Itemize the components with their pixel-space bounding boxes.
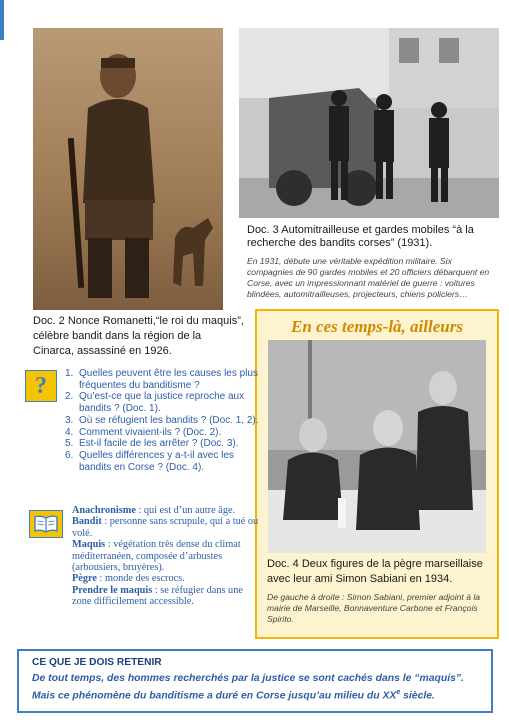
question-text: Quelles peuvent être les causes les plus fréquentes du banditisme ? <box>79 368 258 391</box>
lexique-term: Anachronisme <box>72 505 136 516</box>
question-item <box>65 427 260 439</box>
question-number: 2. <box>65 391 74 403</box>
retenir-text-main: De tout temps, des hommes recherchés par la justice se sont cachés dans le “maquis”. Mais ce phénomène du banditisme a duré en Corse jusqu’au milieu du XX <box>32 673 464 702</box>
retenir-text <box>32 672 484 703</box>
question-icon <box>25 370 57 402</box>
lexique-entry <box>72 539 262 573</box>
page-edge-bar <box>0 0 4 40</box>
question-number: 1. <box>65 368 74 379</box>
retenir-text-sup: e <box>396 689 401 696</box>
doc4-caption: Doc. 4 Deux figures de la pègre marseillaise avec leur ami Simon Sabiani en 1934. <box>267 558 483 585</box>
doc3-caption: Doc. 3 Automitrailleuse et gardes mobiles “à la recherche des bandits corses” (1931). <box>247 224 474 249</box>
retenir-text-end: siècle. <box>400 690 435 702</box>
lexique-definition: : monde des escrocs. <box>96 573 185 585</box>
question-text: Où se réfugient les bandits ? (Doc. 1, 2). <box>79 414 259 426</box>
retenir-box <box>17 649 493 713</box>
lexique-definition: : qui est d’un autre âge. <box>135 505 236 516</box>
lexique-entry <box>72 516 262 539</box>
book-icon <box>29 510 63 538</box>
lexique-term: Bandit <box>72 516 102 528</box>
question-item <box>65 450 260 473</box>
ailleurs-title: En ces temps-là, ailleurs <box>291 317 463 336</box>
question-number: 3. <box>65 414 74 426</box>
lexique <box>72 505 262 608</box>
question-number: 6. <box>65 449 74 461</box>
question-text: Qu’est-ce que la justice reproche aux bandits ? (Doc. 1). <box>79 391 245 415</box>
lexique-term: Pègre <box>72 573 97 585</box>
retenir-heading: CE QUE JE DOIS RETENIR <box>32 657 162 668</box>
question-item <box>65 391 260 414</box>
question-text: Comment vivaient-ils ? (Doc. 2). <box>79 426 222 438</box>
question-mark-glyph: ? <box>35 373 47 399</box>
doc2-photo <box>33 28 223 310</box>
lexique-definition: : végétation très dense du climat méditerranéen, composée d’arbustes (arbousiers, bruyères). <box>72 539 241 574</box>
question-text: Est-il facile de les arrêter ? (Doc. 3). <box>79 438 239 450</box>
lexique-entry <box>72 585 262 608</box>
doc4-note: De gauche à droite : Simon Sabiani, premier adjoint à la mairie de Marseille, Bonnaventure Carbone et François Spirito. <box>267 592 481 624</box>
question-item <box>65 368 260 391</box>
lexique-entry <box>72 573 262 584</box>
question-number: 5. <box>65 438 74 450</box>
question-text: Quelles différences y a-t-il avec les bandits en Corse ? (Doc. 4). <box>79 449 234 473</box>
doc3-photo <box>239 28 499 218</box>
lexique-definition: : personne sans scrupule, qui a tué ou volé. <box>72 516 259 539</box>
lexique-entry <box>72 505 262 516</box>
question-list <box>65 368 260 473</box>
doc2-caption: Doc. 2 Nonce Romanetti,“le roi du maquis”, célèbre bandit dans la région de la Cinarca, assassiné en 1926. <box>33 315 244 357</box>
lexique-term: Prendre le maquis <box>72 584 153 596</box>
doc3-note: En 1931, débute une véritable expédition militaire. Six compagnies de 90 gardes mobiles et 20 officiers débarquent en Corse, avec un impressionnant matériel de guerre : voitures blindées, automitrailleuses, projecteurs, chiens policiers… <box>247 256 490 299</box>
question-item <box>65 415 260 427</box>
lexique-definition: : se réfugier dans une zone difficilement accessible. <box>72 584 243 608</box>
doc4-photo <box>268 340 486 553</box>
question-number: 4. <box>65 426 74 438</box>
question-item <box>65 438 260 450</box>
lexique-term: Maquis <box>72 539 106 551</box>
